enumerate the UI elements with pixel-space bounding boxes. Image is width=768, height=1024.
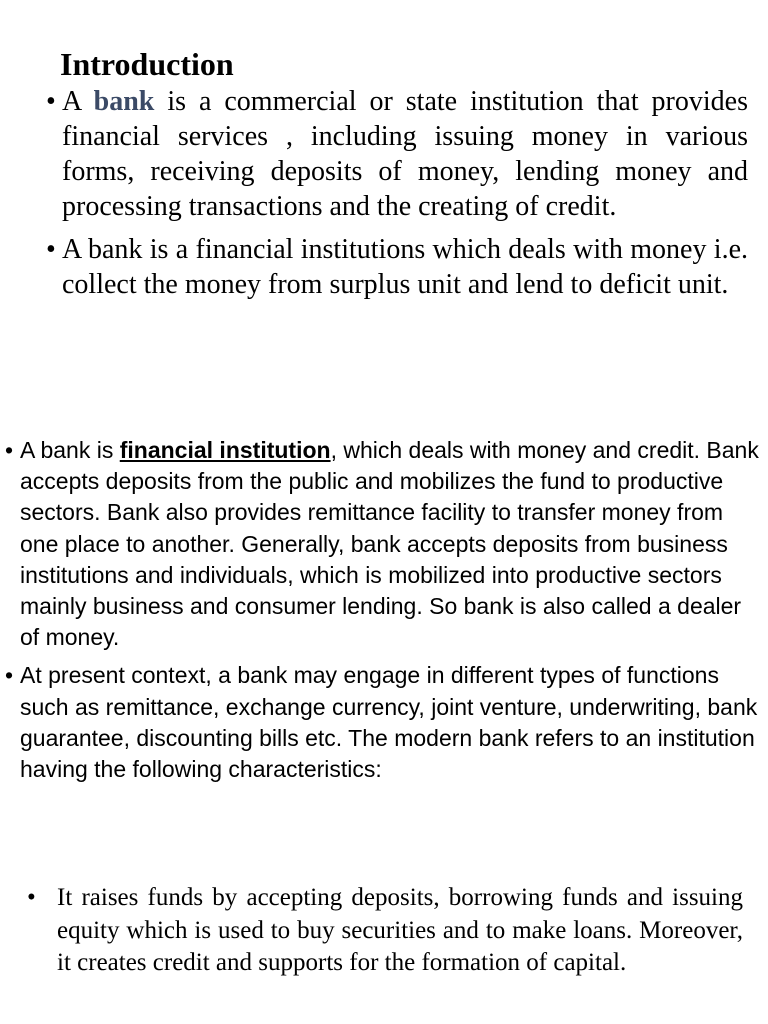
bullet-icon: • [46,234,56,265]
emphasized-term: financial institution [119,437,331,463]
list-item [46,232,748,302]
bullet-text: At present context, a bank may engage in different types of functions such as remittance, exchange currency, joint venture, underwriting, bank guarantee, discounting bills etc. The modern bank refers to an institution having the following characteristics: [20,662,758,783]
list-item [5,660,760,785]
bullet-icon: • [5,437,14,463]
bullet-icon: • [46,86,56,117]
list-item [5,435,760,653]
bullet-text: It raises funds by accepting deposits, borrowing funds and issuing equity which is used to buy securities and to make loans. Moreover, it creates credit and supports for the formation of capital. [57,884,743,976]
definition-bullet-list [5,435,760,785]
bullet-icon: • [27,884,36,911]
highlighted-term: bank [93,86,155,117]
list-item [27,882,743,980]
bullet-text: A bank is a commercial or state institution that provides financial services , including issuing money in various forms, receiving deposits of money, lending money and processing transactions and the creating of credit. [62,86,748,222]
bullet-icon: • [5,662,14,689]
bullet-text: A bank is financial institution, which deals with money and credit. Bank accepts deposits from the public and mobilizes the fund to productive sectors. Bank also provides remittance facility to transfer money from one place to another. Generally, bank accepts deposits from business institutions and individuals, which is mobilized into productive sectors mainly business and consumer lending. So bank is also called a dealer of money. [20,437,759,651]
bullet-text: A bank is a financial institutions which deals with money i.e. collect the money from surplus unit and lend to deficit unit. [62,234,748,300]
list-item [46,84,748,224]
page-title: Introduction [60,46,234,82]
characteristics-bullet-list [27,882,743,980]
intro-bullet-list [46,84,748,302]
